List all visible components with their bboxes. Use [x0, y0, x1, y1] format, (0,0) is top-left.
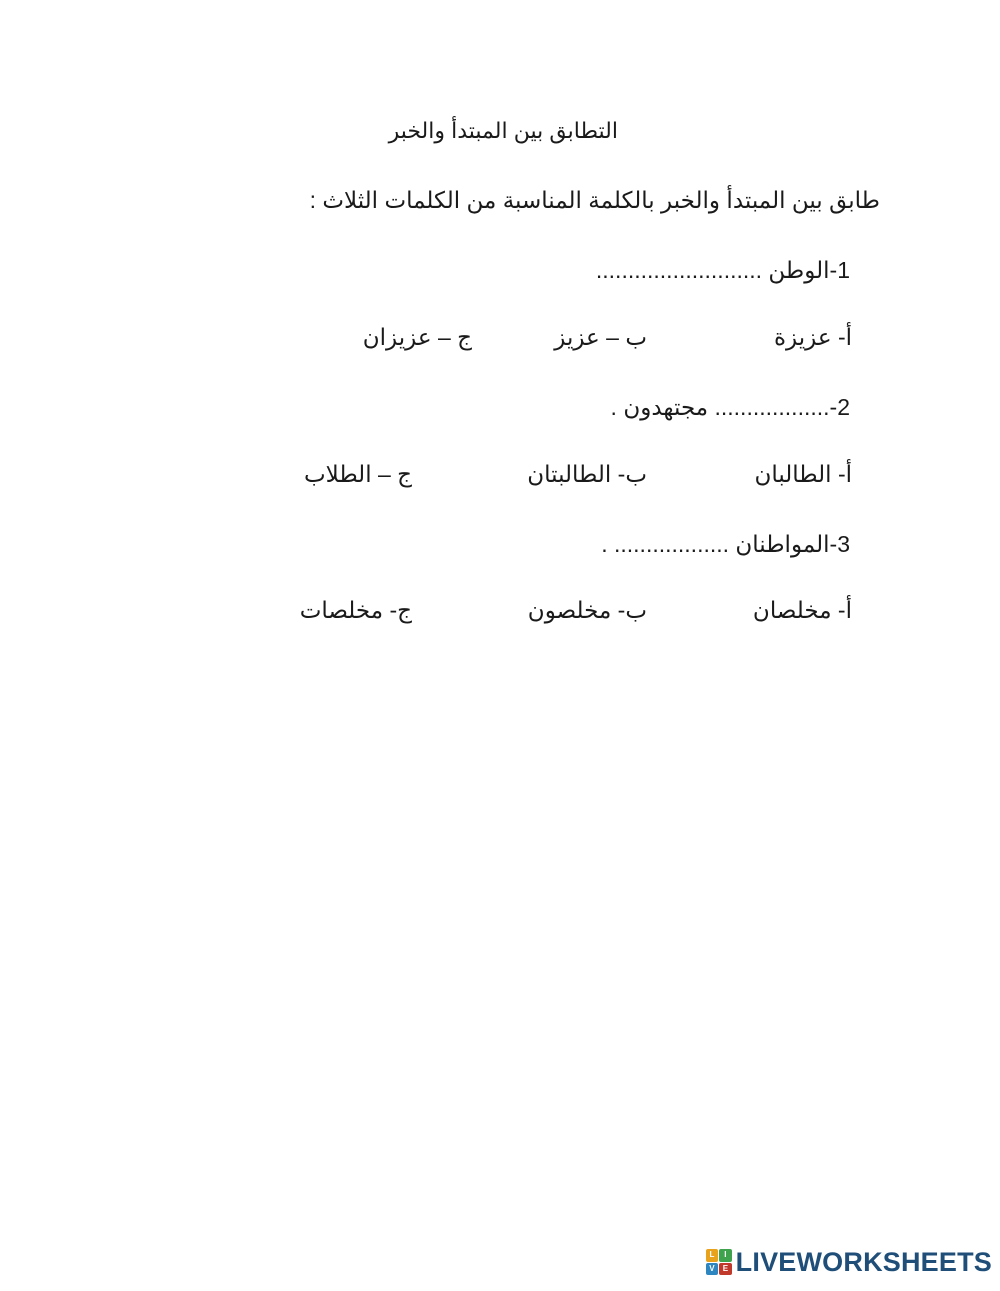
question-number: 2- — [829, 394, 850, 420]
option-a[interactable]: أ- مخلصان — [752, 597, 852, 623]
question-1-options — [252, 324, 852, 354]
logo-letter-i: I — [719, 1249, 732, 1262]
question-2-options — [252, 461, 852, 491]
logo-letter-l: L — [706, 1249, 719, 1262]
option-c[interactable]: ج – الطلاب — [303, 461, 412, 487]
option-c[interactable]: ج- مخلصات — [299, 597, 412, 623]
option-b[interactable]: ب – عزيز — [554, 324, 647, 350]
question-number: 3- — [829, 531, 850, 557]
worksheet-instruction: طابق بين المبتدأ والخبر بالكلمة المناسبة من الكلمات الثلاث : — [309, 187, 880, 213]
question-text: .................. مجتهدون . — [610, 394, 830, 420]
option-a[interactable]: أ- عزيزة — [774, 324, 852, 350]
question-3-options — [252, 597, 852, 627]
question-1 — [596, 257, 850, 284]
liveworksheets-logo-icon — [706, 1249, 732, 1275]
option-b[interactable]: ب- مخلصون — [527, 597, 647, 623]
question-3 — [601, 531, 850, 558]
question-number: 1- — [829, 257, 850, 283]
option-b[interactable]: ب- الطالبتان — [527, 461, 647, 487]
worksheet-title: التطابق بين المبتدأ والخبر — [388, 118, 618, 143]
liveworksheets-brand-text: LIVEWORKSHEETS — [735, 1246, 992, 1277]
question-text: المواطنان .................. . — [601, 531, 830, 557]
option-a[interactable]: أ- الطالبان — [754, 461, 852, 487]
question-2 — [611, 394, 850, 421]
question-text: الوطن .......................... — [595, 257, 830, 283]
logo-letter-e: E — [719, 1263, 732, 1276]
option-c[interactable]: ج – عزيزان — [362, 324, 472, 350]
liveworksheets-logo[interactable] — [706, 1247, 992, 1277]
logo-letter-v: V — [706, 1263, 719, 1276]
